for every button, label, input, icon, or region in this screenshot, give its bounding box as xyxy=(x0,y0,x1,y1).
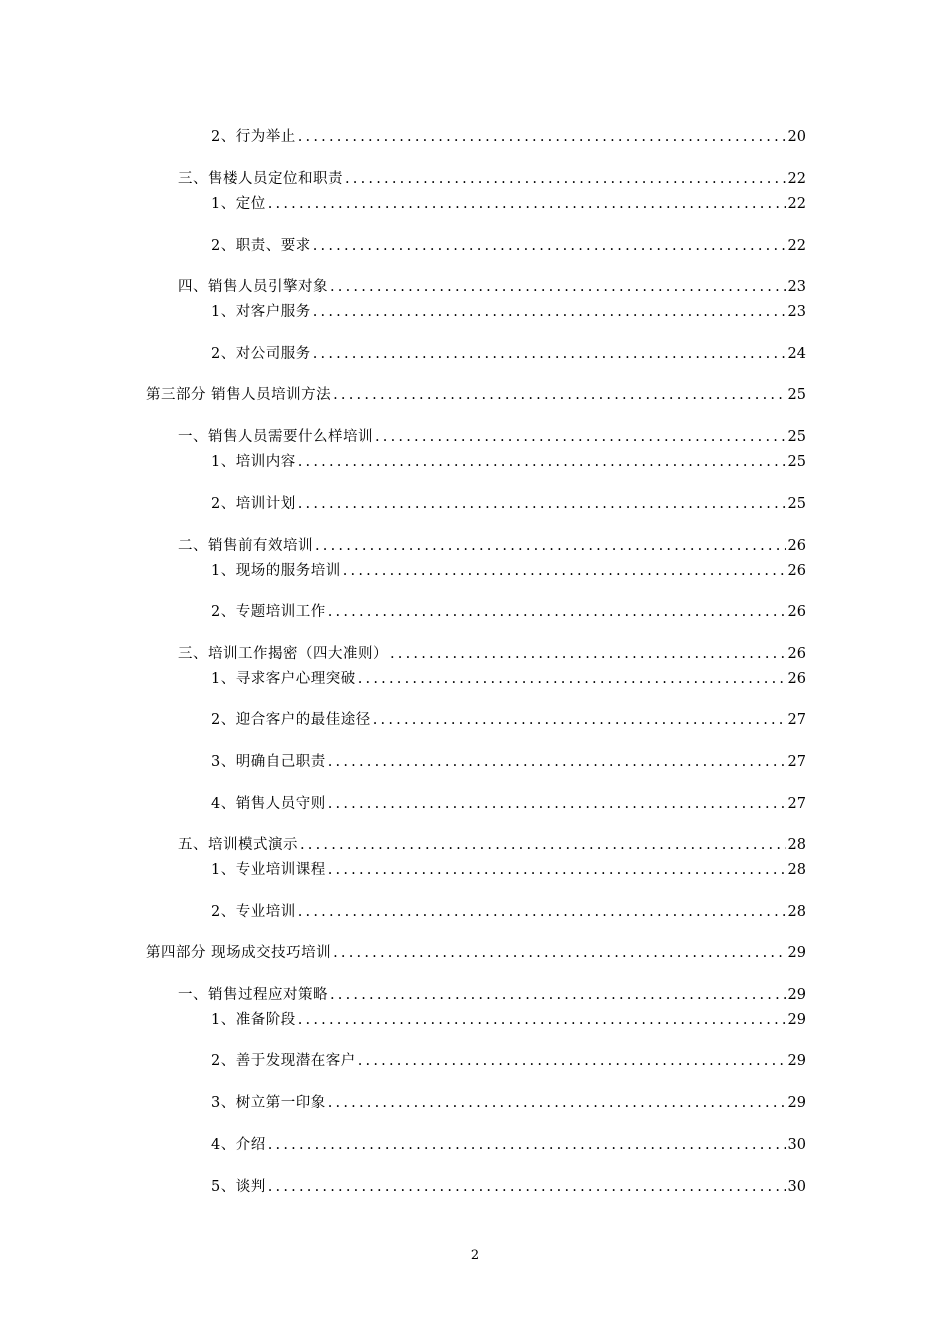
toc-entry-label: 2、对公司服务 xyxy=(211,346,311,362)
toc-entry[interactable] xyxy=(211,1051,806,1071)
toc-entry-label: 2、培训计划 xyxy=(211,496,296,512)
dot-leader xyxy=(328,794,786,814)
toc-entry[interactable] xyxy=(178,536,806,556)
toc-entry-page: 29 xyxy=(787,1053,806,1069)
toc-entry[interactable] xyxy=(211,752,806,772)
dot-leader xyxy=(298,452,786,472)
toc-entry-page: 27 xyxy=(787,754,806,770)
toc-entry[interactable] xyxy=(211,236,806,256)
toc-entry[interactable] xyxy=(211,344,806,364)
toc-entry-page: 25 xyxy=(787,429,806,445)
toc-entry[interactable] xyxy=(211,860,806,880)
toc-entry[interactable] xyxy=(211,710,806,730)
toc-entry-page: 25 xyxy=(787,387,806,403)
dot-leader xyxy=(313,344,786,364)
dot-leader xyxy=(298,1010,786,1030)
toc-entry[interactable] xyxy=(211,1177,806,1197)
dot-leader xyxy=(345,169,786,189)
toc-entry-label: 4、销售人员守则 xyxy=(211,796,326,812)
dot-leader xyxy=(313,236,786,256)
toc-entry[interactable] xyxy=(178,277,806,297)
toc-entry[interactable] xyxy=(211,302,806,322)
toc-entry-page: 25 xyxy=(787,454,806,470)
toc-entry[interactable] xyxy=(146,943,806,963)
toc-entry-label: 1、对客户服务 xyxy=(211,304,311,320)
toc-entry-label: 1、准备阶段 xyxy=(211,1012,296,1028)
toc-entry[interactable] xyxy=(211,794,806,814)
toc-entry-page: 26 xyxy=(787,563,806,579)
dot-leader xyxy=(315,536,786,556)
toc-entry-label: 3、明确自己职责 xyxy=(211,754,326,770)
toc-entry-label: 2、专题培训工作 xyxy=(211,604,326,620)
toc-entry-page: 24 xyxy=(787,346,806,362)
toc-entry[interactable] xyxy=(146,385,806,405)
dot-leader xyxy=(358,669,786,689)
dot-leader xyxy=(390,644,786,664)
dot-leader xyxy=(330,277,786,297)
toc-entry-page: 29 xyxy=(787,1095,806,1111)
toc-entry-label: 五、培训模式演示 xyxy=(178,837,298,853)
toc-entry-label: 一、销售过程应对策略 xyxy=(178,987,328,1003)
toc-entry-label: 1、寻求客户心理突破 xyxy=(211,671,356,687)
dot-leader xyxy=(333,943,785,963)
toc-entry-page: 28 xyxy=(787,862,806,878)
toc-entry-page: 22 xyxy=(787,238,806,254)
toc-entry-label: 3、树立第一印象 xyxy=(211,1095,326,1111)
toc-entry-page: 28 xyxy=(787,837,806,853)
dot-leader xyxy=(358,1051,786,1071)
toc-entry-page: 25 xyxy=(787,496,806,512)
toc-entry[interactable] xyxy=(211,602,806,622)
toc-entry-label: 四、销售人员引擎对象 xyxy=(178,279,328,295)
dot-leader xyxy=(300,835,786,855)
toc-entry-label: 2、职责、要求 xyxy=(211,238,311,254)
toc-entry-label: 第四部分 现场成交技巧培训 xyxy=(146,945,332,961)
dot-leader xyxy=(268,194,786,214)
toc-entry-page: 23 xyxy=(787,279,806,295)
toc-entry[interactable] xyxy=(211,1135,806,1155)
toc-entry[interactable] xyxy=(211,561,806,581)
toc-entry-page: 29 xyxy=(787,987,806,1003)
dot-leader xyxy=(330,985,786,1005)
toc-entry[interactable] xyxy=(178,644,806,664)
toc-entry[interactable] xyxy=(178,169,806,189)
dot-leader xyxy=(328,1093,786,1113)
toc-entry-page: 22 xyxy=(787,171,806,187)
toc-entry-label: 2、专业培训 xyxy=(211,904,296,920)
dot-leader xyxy=(333,385,785,405)
toc-entry-page: 23 xyxy=(787,304,806,320)
dot-leader xyxy=(298,494,786,514)
toc-entry[interactable] xyxy=(211,902,806,922)
toc-entry-label: 三、售楼人员定位和职责 xyxy=(178,171,343,187)
toc-entry-page: 26 xyxy=(787,646,806,662)
toc-entry[interactable] xyxy=(178,835,806,855)
toc-entry-page: 29 xyxy=(787,1012,806,1028)
toc-entry-page: 29 xyxy=(787,945,806,961)
toc-entry[interactable] xyxy=(211,1010,806,1030)
toc-entry-label: 三、培训工作揭密（四大准则） xyxy=(178,646,388,662)
dot-leader xyxy=(313,302,786,322)
toc-entry-page: 28 xyxy=(787,904,806,920)
toc-entry-label: 2、迎合客户的最佳途径 xyxy=(211,712,371,728)
toc-entry[interactable] xyxy=(211,494,806,514)
toc-entry[interactable] xyxy=(211,127,806,147)
toc-entry-label: 第三部分 销售人员培训方法 xyxy=(146,387,332,403)
dot-leader xyxy=(375,427,786,447)
toc-entry[interactable] xyxy=(211,452,806,472)
dot-leader xyxy=(328,860,786,880)
dot-leader xyxy=(373,710,786,730)
toc-entry-page: 26 xyxy=(787,604,806,620)
toc-entry[interactable] xyxy=(211,1093,806,1113)
toc-entry-label: 4、介绍 xyxy=(211,1137,266,1153)
toc-entry-label: 5、谈判 xyxy=(211,1179,266,1195)
toc-entry-page: 20 xyxy=(787,129,806,145)
toc-entry[interactable] xyxy=(211,194,806,214)
toc-entry-page: 30 xyxy=(787,1137,806,1153)
dot-leader xyxy=(268,1135,786,1155)
toc-entry-label: 一、销售人员需要什么样培训 xyxy=(178,429,373,445)
dot-leader xyxy=(328,602,786,622)
toc-entry-label: 1、定位 xyxy=(211,196,266,212)
toc-entry[interactable] xyxy=(178,985,806,1005)
dot-leader xyxy=(328,752,786,772)
dot-leader xyxy=(298,127,786,147)
toc-entry-page: 27 xyxy=(787,796,806,812)
toc-entry[interactable] xyxy=(178,427,806,447)
toc-entry-page: 22 xyxy=(787,196,806,212)
toc-entry-page: 26 xyxy=(787,538,806,554)
toc-entry-page: 26 xyxy=(787,671,806,687)
toc-entry-label: 1、专业培训课程 xyxy=(211,862,326,878)
dot-leader xyxy=(298,902,786,922)
toc-entry-label: 2、行为举止 xyxy=(211,129,296,145)
toc-entry-page: 27 xyxy=(787,712,806,728)
toc-entry-label: 1、现场的服务培训 xyxy=(211,563,341,579)
dot-leader xyxy=(343,561,786,581)
toc-entry-label: 二、销售前有效培训 xyxy=(178,538,313,554)
toc-entry-page: 30 xyxy=(787,1179,806,1195)
toc-entry-label: 2、善于发现潜在客户 xyxy=(211,1053,356,1069)
toc-entry-label: 1、培训内容 xyxy=(211,454,296,470)
toc-entry[interactable] xyxy=(211,669,806,689)
dot-leader xyxy=(268,1177,786,1197)
page-number: 2 xyxy=(470,1248,480,1263)
